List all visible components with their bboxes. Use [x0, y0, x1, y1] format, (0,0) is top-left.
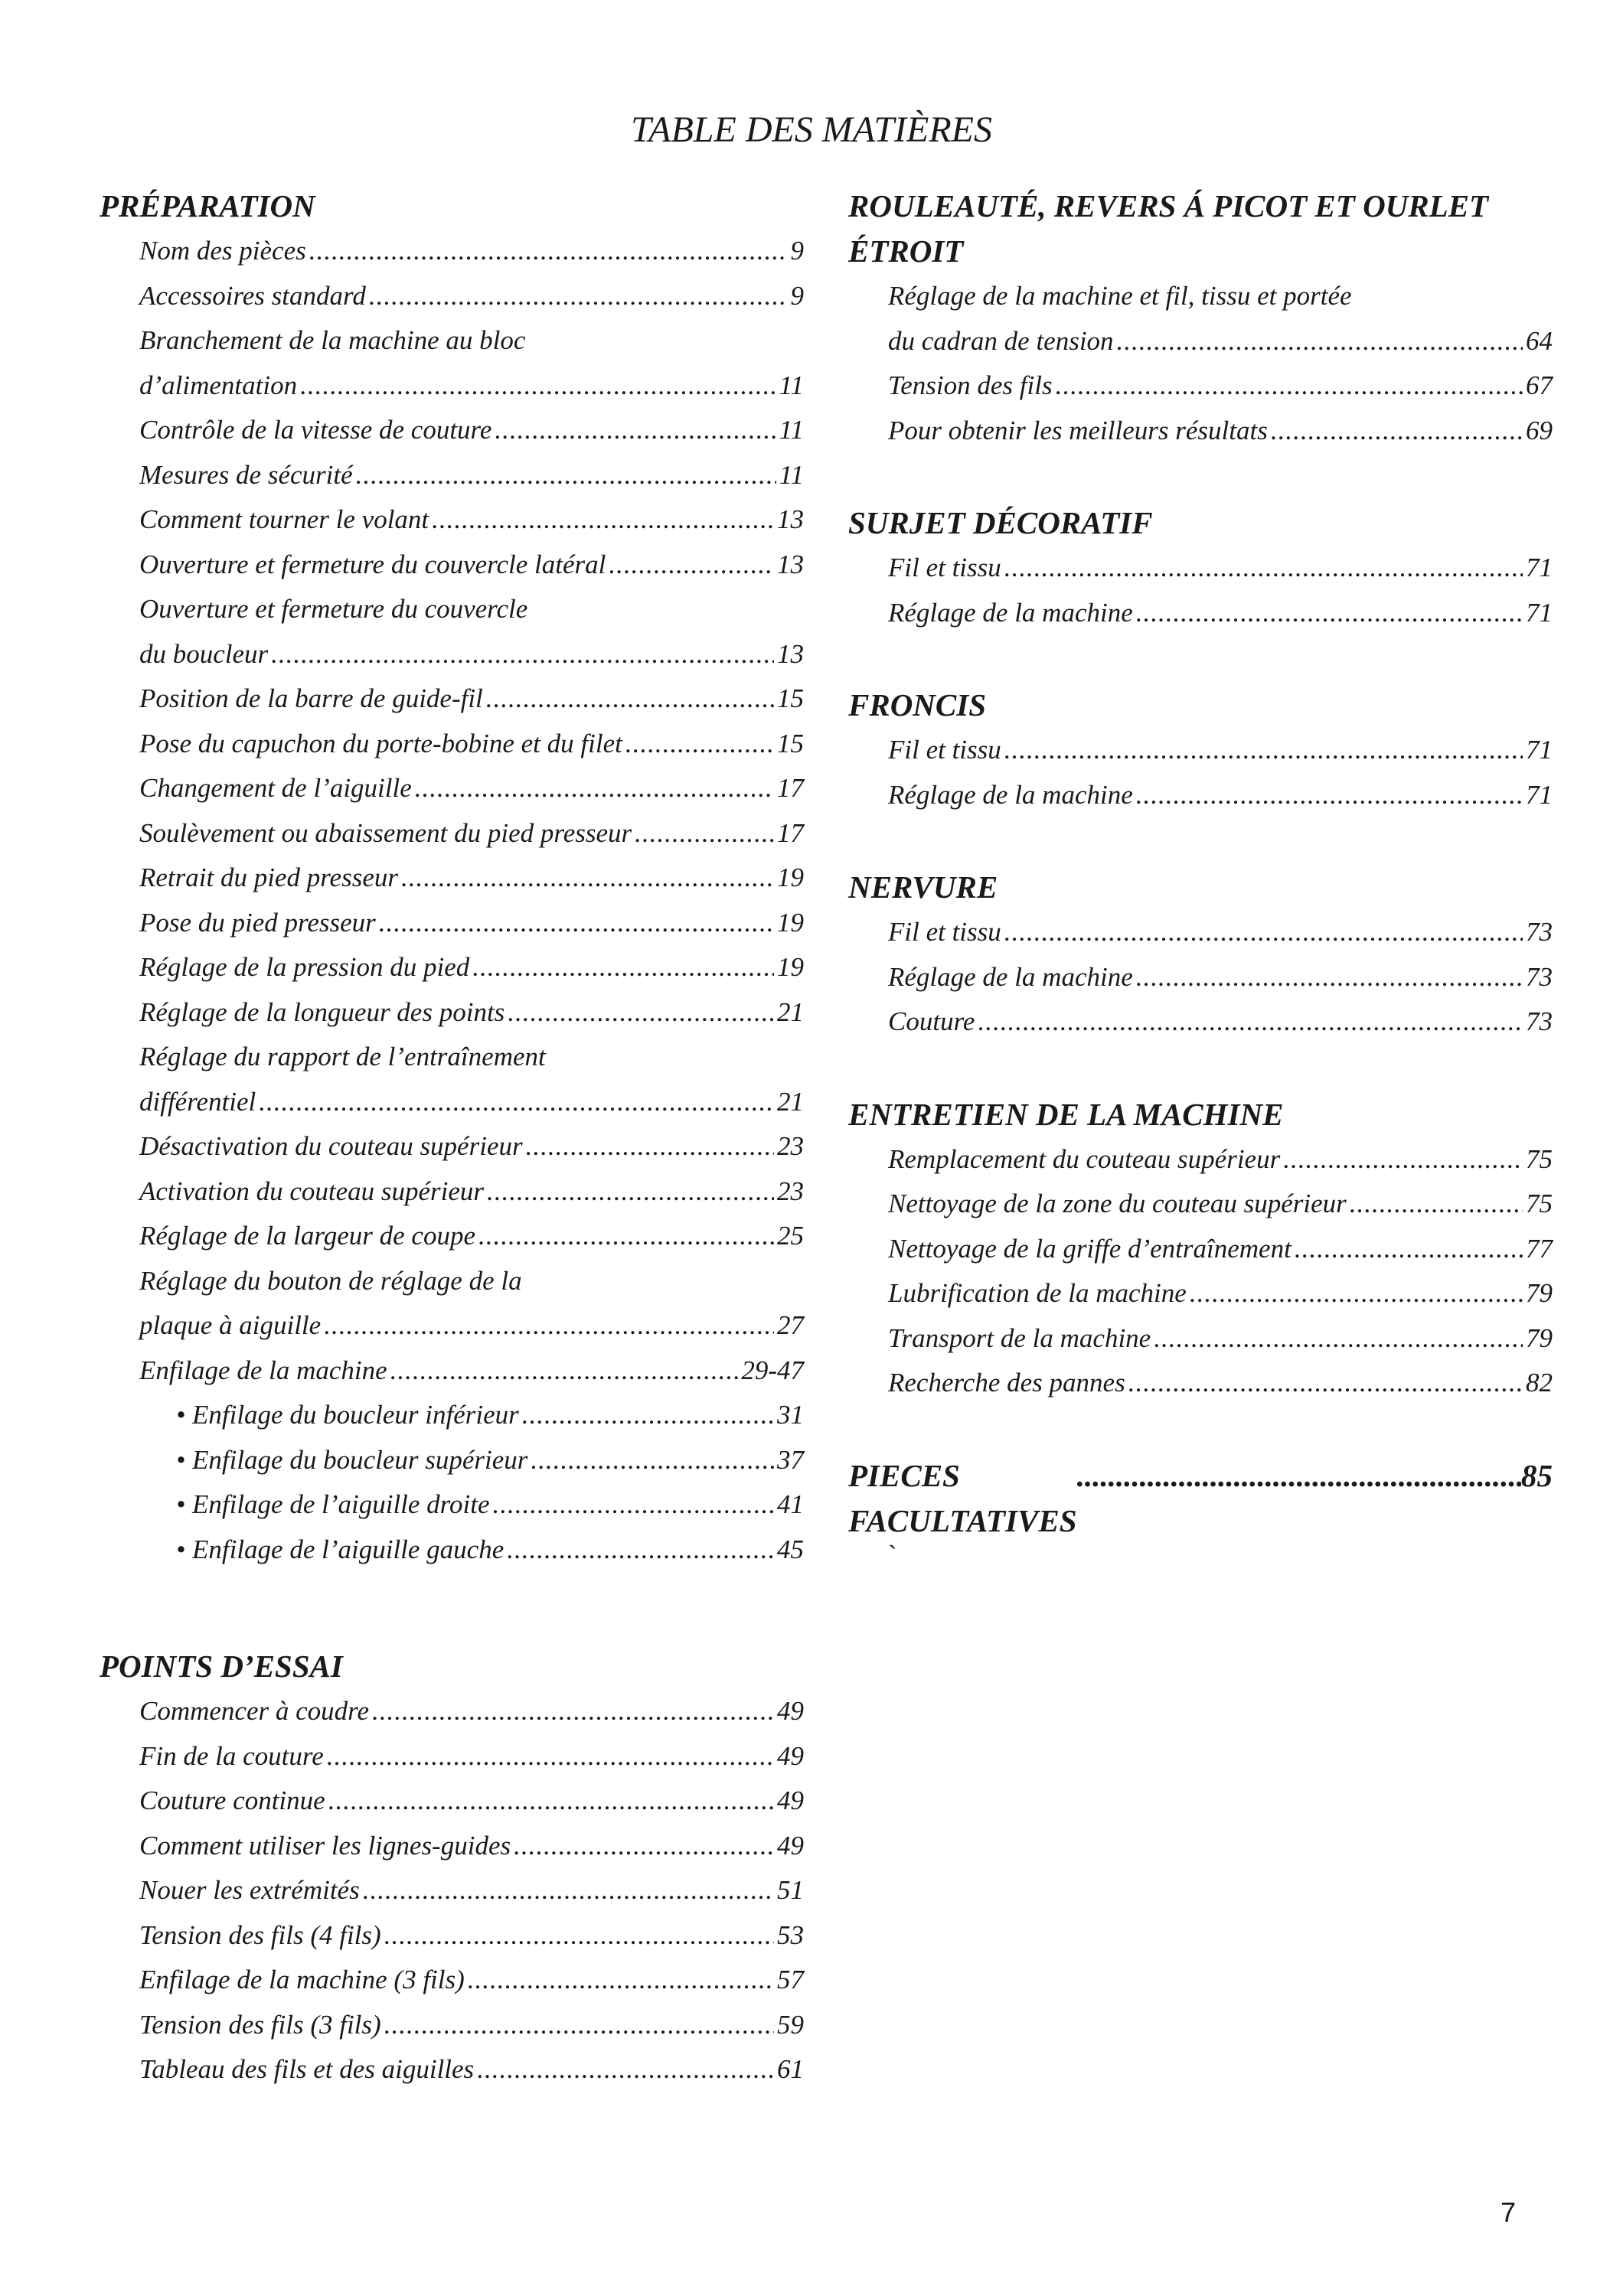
toc-entry[interactable] — [139, 856, 804, 901]
entry-title: Réglage de la machine — [888, 779, 1133, 810]
toc-entry[interactable] — [888, 1227, 1553, 1272]
dot-leader — [1077, 1453, 1521, 1499]
section-points-essai — [100, 1644, 804, 2092]
dot-leader — [1136, 591, 1523, 636]
entry-page: 13 — [777, 549, 804, 579]
toc-right-column — [848, 184, 1553, 1570]
entry-page: 25 — [777, 1221, 804, 1251]
toc-entry[interactable] — [139, 1214, 804, 1259]
dot-leader — [1004, 728, 1523, 773]
entry-page: 82 — [1526, 1368, 1553, 1397]
entry-title: Couture — [888, 1006, 975, 1036]
entry-page: 61 — [777, 2054, 804, 2084]
dot-leader — [625, 722, 774, 767]
entry-page: 73 — [1526, 961, 1553, 992]
entry-page: 17 — [777, 773, 804, 803]
toc-entry[interactable] — [139, 543, 804, 588]
toc-entry[interactable] — [139, 1868, 804, 1913]
entry-title: Lubrification de la machine — [888, 1278, 1187, 1308]
dot-leader — [1136, 955, 1523, 1000]
entry-page: 67 — [1526, 370, 1553, 400]
entry-title: d’alimentation — [139, 370, 298, 400]
entry-title: • Enfilage du boucleur supérieur — [176, 1444, 528, 1475]
toc-entry[interactable] — [888, 773, 1553, 818]
entry-title: plaque à aiguille — [139, 1310, 322, 1340]
entry-title: Tension des fils (4 fils) — [139, 1919, 381, 1950]
dot-leader — [978, 1000, 1523, 1045]
toc-entry[interactable] — [139, 901, 804, 946]
toc-entry[interactable] — [139, 722, 804, 767]
dot-leader — [356, 453, 776, 498]
entry-page: 15 — [777, 728, 804, 758]
dot-leader — [328, 1779, 774, 1824]
entry-page: 13 — [777, 504, 804, 534]
entry-title: Nom des pièces — [139, 236, 306, 266]
section-gap — [100, 1572, 804, 1644]
section-gap — [848, 453, 1553, 501]
entry-page: 77 — [1526, 1233, 1553, 1264]
entry-title: Remplacement du couteau supérieur — [888, 1143, 1281, 1174]
entry-title: Comment tourner le volant — [139, 504, 429, 534]
dot-leader — [514, 1824, 774, 1869]
dot-leader — [508, 990, 774, 1035]
dot-leader — [1128, 1361, 1523, 1406]
toc-entry[interactable] — [139, 1779, 804, 1824]
entry-page: 71 — [1526, 735, 1553, 765]
entry-page: 21 — [777, 996, 804, 1027]
entry-title: Réglage de la machine — [888, 597, 1133, 628]
entry-title-line: Réglage de la machine et fil, tissu et portée — [888, 281, 1352, 311]
dot-leader — [468, 1958, 774, 2003]
entry-page: 51 — [777, 1875, 804, 1905]
dot-leader — [363, 1868, 774, 1913]
dot-leader — [478, 1214, 774, 1259]
entry-title: Recherche des pannes — [888, 1368, 1125, 1397]
section-heading: ROULEAUTÉ, REVERS Á PICOT ET OURLET — [848, 188, 1489, 223]
toc-entry[interactable] — [139, 453, 804, 498]
section-pieces-facultatives — [848, 1453, 1553, 1570]
entry-title: Accessoires standard — [139, 280, 366, 311]
dot-leader — [609, 543, 774, 588]
entry-title: • Enfilage du boucleur inférieur — [176, 1400, 519, 1430]
toc-entry[interactable] — [888, 1271, 1553, 1316]
toc-entry[interactable] — [139, 1824, 804, 1869]
entry-page: 85 — [1521, 1457, 1553, 1493]
dot-leader — [1136, 773, 1523, 818]
section-heading: PRÉPARATION — [100, 188, 315, 223]
entry-title: Fil et tissu — [888, 917, 1001, 947]
entry-page: 19 — [777, 907, 804, 938]
toc-subentry[interactable] — [176, 1438, 804, 1483]
toc-entry[interactable] — [139, 1913, 804, 1958]
dot-leader — [432, 497, 774, 543]
section-preparation — [100, 184, 804, 1572]
section-heading: POINTS D’ESSAI — [100, 1649, 343, 1684]
section-heading: NERVURE — [848, 869, 998, 905]
toc-entry[interactable] — [888, 1000, 1553, 1045]
toc-entry[interactable] — [139, 229, 804, 274]
toc-left-column — [100, 184, 804, 2092]
dot-leader — [372, 1689, 774, 1734]
toc-subentry[interactable] — [176, 1528, 804, 1573]
entry-page: 49 — [777, 1696, 804, 1726]
toc-entry[interactable] — [888, 955, 1553, 1000]
toc-entry[interactable] — [888, 1137, 1553, 1182]
entry-page: 11 — [779, 370, 804, 400]
entry-title: du cadran de tension — [888, 325, 1114, 356]
entry-title: Couture continue — [139, 1786, 325, 1815]
toc-entry[interactable] — [139, 497, 804, 543]
entry-title: Pour obtenir les meilleurs résultats — [888, 415, 1268, 445]
entry-title: • Enfilage de l’aiguille gauche — [176, 1534, 505, 1564]
entry-title: Ouverture et fermeture du couvercle latéral — [139, 549, 606, 579]
toc-entry[interactable] — [139, 2047, 804, 2092]
entry-title: Enfilage de la machine — [139, 1355, 387, 1385]
toc-entry[interactable] — [139, 990, 804, 1035]
entry-title: Réglage de la longueur des points — [139, 996, 505, 1027]
dot-leader — [369, 274, 788, 319]
entry-page: 71 — [1526, 779, 1553, 810]
toc-entry[interactable] — [888, 1361, 1553, 1406]
entry-page: 41 — [777, 1489, 804, 1519]
entry-title-line: Ouverture et fermeture du couvercle — [139, 594, 528, 624]
entry-title: Soulèvement ou abaissement du pied presseur — [139, 817, 632, 848]
dot-leader — [401, 856, 774, 901]
entry-page: 19 — [777, 863, 804, 892]
entry-title: Pose du pied presseur — [139, 907, 376, 938]
entry-title: Nettoyage de la zone du couteau supérieur — [888, 1189, 1347, 1218]
dot-leader — [309, 229, 788, 274]
entry-page: 71 — [1526, 553, 1553, 582]
dot-leader — [493, 1482, 775, 1528]
entry-page: 71 — [1526, 597, 1553, 628]
dot-leader — [531, 1438, 774, 1483]
entry-title: Réglage de la largeur de coupe — [139, 1221, 475, 1251]
entry-page: 21 — [777, 1086, 804, 1117]
entry-page: 23 — [777, 1131, 804, 1161]
entry-page: 45 — [777, 1534, 804, 1564]
dot-leader — [415, 766, 774, 811]
entry-page: 11 — [779, 415, 804, 445]
dot-leader — [522, 1393, 774, 1438]
section-nervure — [848, 865, 1553, 1045]
toc-entry-bold[interactable] — [848, 1453, 1553, 1544]
toc-entry[interactable] — [139, 1349, 804, 1394]
toc-subentry[interactable] — [176, 1482, 804, 1528]
section-gap — [848, 817, 1553, 865]
toc-entry[interactable] — [888, 728, 1553, 773]
entry-title: Tension des fils (3 fils) — [139, 2009, 381, 2040]
entry-page: 53 — [777, 1919, 804, 1950]
entry-title-line: Réglage du rapport de l’entraînement — [139, 1042, 546, 1071]
stray-mark: ` — [888, 1539, 897, 1570]
entry-title: Réglage de la pression du pied — [139, 952, 470, 982]
toc-entry[interactable] — [888, 364, 1553, 409]
dot-leader — [1117, 319, 1523, 364]
section-heading: ENTRETIEN DE LA MACHINE — [848, 1096, 1284, 1132]
entry-page: 31 — [777, 1400, 804, 1430]
toc-entry[interactable] — [139, 1080, 804, 1125]
entry-page: 13 — [777, 638, 804, 669]
entry-page: 75 — [1526, 1143, 1553, 1174]
dot-leader — [477, 2047, 774, 2092]
entry-title: Contrôle de la vitesse de couture — [139, 415, 492, 445]
toc-entry[interactable] — [139, 1169, 804, 1215]
entry-page: 57 — [777, 1965, 804, 1994]
dot-leader — [1004, 546, 1523, 591]
entry-title: Changement de l’aiguille — [139, 773, 412, 803]
entry-page: 27 — [777, 1310, 804, 1340]
toc-entry[interactable] — [139, 945, 804, 990]
entry-title: Retrait du pied presseur — [139, 863, 398, 892]
dot-leader — [379, 901, 774, 946]
entry-title: Tableau des fils et des aiguilles — [139, 2054, 475, 2084]
dot-leader — [487, 1169, 774, 1215]
entry-page: 73 — [1526, 917, 1553, 947]
entry-title: Nouer les extrémités — [139, 1875, 360, 1905]
entry-page: 49 — [777, 1830, 804, 1861]
dot-leader — [271, 632, 774, 677]
dot-leader — [507, 1528, 774, 1573]
page-number: 7 — [1501, 2197, 1517, 2228]
entry-page: 15 — [777, 683, 804, 713]
toc-entry[interactable] — [139, 632, 804, 677]
entry-title: PIECES FACULTATIVES — [848, 1457, 1077, 1538]
dot-leader — [1350, 1182, 1523, 1227]
toc-entry[interactable] — [139, 1734, 804, 1779]
toc-entry[interactable] — [888, 409, 1553, 454]
section-rouleaute — [848, 184, 1553, 453]
entry-page: 69 — [1526, 415, 1553, 445]
dot-leader — [259, 1080, 774, 1125]
entry-title: Activation du couteau supérieur — [139, 1176, 485, 1206]
entry-title: Nettoyage de la griffe d’entraînement — [888, 1233, 1292, 1264]
dot-leader — [486, 677, 774, 722]
entry-page: 59 — [777, 2009, 804, 2040]
section-surjet-decoratif — [848, 501, 1553, 635]
entry-title: Transport de la machine — [888, 1322, 1151, 1353]
toc-entry[interactable] — [139, 1689, 804, 1734]
toc-entry[interactable] — [888, 1182, 1553, 1227]
entry-title: Mesures de sécurité — [139, 459, 353, 490]
entry-page: 19 — [777, 952, 804, 982]
toc-entry[interactable] — [139, 811, 804, 856]
entry-page: 79 — [1526, 1322, 1553, 1353]
entry-page: 49 — [777, 1740, 804, 1771]
entry-page: 9 — [790, 280, 804, 311]
dot-leader — [526, 1124, 774, 1169]
entry-page: 73 — [1526, 1006, 1553, 1036]
dot-leader — [327, 1734, 774, 1779]
entry-page: 17 — [777, 817, 804, 848]
dot-leader — [635, 811, 774, 856]
toc-subentry[interactable] — [176, 1393, 804, 1438]
dot-leader — [324, 1303, 774, 1349]
dot-leader — [1271, 409, 1523, 454]
entry-title: Tension des fils — [888, 370, 1053, 400]
entry-page: 75 — [1526, 1189, 1553, 1218]
entry-page: 79 — [1526, 1278, 1553, 1308]
toc-entry[interactable] — [888, 1316, 1553, 1362]
dot-leader — [1154, 1316, 1523, 1362]
toc-entry[interactable] — [139, 1124, 804, 1169]
section-heading: SURJET DÉCORATIF — [848, 505, 1153, 540]
entry-title: Commencer à coudre — [139, 1696, 370, 1726]
toc-entry[interactable] — [888, 910, 1553, 955]
entry-title: différentiel — [139, 1086, 256, 1117]
entry-page: 49 — [777, 1786, 804, 1815]
toc-entry[interactable] — [139, 766, 804, 811]
section-froncis — [848, 683, 1553, 817]
dot-leader — [1283, 1137, 1523, 1182]
entry-title: Comment utiliser les lignes-guides — [139, 1830, 511, 1861]
dot-leader — [1190, 1271, 1523, 1316]
entry-page: 29-47 — [741, 1355, 804, 1385]
section-gap — [848, 635, 1553, 683]
toc-entry[interactable] — [139, 1303, 804, 1349]
entry-title-line: Réglage du bouton de réglage de la — [139, 1265, 522, 1296]
entry-title: Désactivation du couteau supérieur — [139, 1131, 523, 1161]
page-title: TABLE DES MATIÈRES — [631, 109, 992, 150]
toc-entry[interactable] — [888, 591, 1553, 636]
entry-title: Enfilage de la machine (3 fils) — [139, 1965, 465, 1994]
entry-title-line: Branchement de la machine au bloc — [139, 325, 526, 355]
section-heading-continued: ÉTROIT — [848, 233, 964, 269]
toc-entry[interactable] — [139, 274, 804, 319]
dot-leader — [1056, 364, 1523, 409]
entry-page: 9 — [790, 236, 804, 266]
entry-title: Pose du capuchon du porte-bobine et du filet — [139, 728, 622, 758]
toc-entry[interactable] — [888, 319, 1553, 364]
entry-title: du boucleur — [139, 638, 269, 669]
entry-title: Réglage de la machine — [888, 961, 1133, 992]
entry-title: • Enfilage de l’aiguille droite — [176, 1489, 490, 1519]
dot-leader — [495, 408, 776, 453]
entry-title: Fil et tissu — [888, 553, 1001, 582]
entry-title: Fil et tissu — [888, 735, 1001, 765]
entry-page: 11 — [779, 459, 804, 490]
dot-leader — [390, 1349, 739, 1394]
dot-leader — [384, 1913, 774, 1958]
entry-title: Position de la barre de guide-fil — [139, 683, 483, 713]
entry-page: 37 — [777, 1444, 804, 1475]
dot-leader — [1295, 1227, 1523, 1272]
toc-entry[interactable] — [139, 2003, 804, 2048]
toc-entry[interactable] — [139, 364, 804, 409]
dot-leader — [472, 945, 774, 990]
toc-entry[interactable] — [139, 677, 804, 722]
dot-leader — [1004, 910, 1523, 955]
dot-leader — [384, 2003, 774, 2048]
section-gap — [848, 1045, 1553, 1092]
section-heading: FRONCIS — [848, 687, 987, 722]
entry-page: 23 — [777, 1176, 804, 1206]
entry-title: Fin de la couture — [139, 1740, 324, 1771]
toc-entry[interactable] — [139, 408, 804, 453]
section-gap — [848, 1406, 1553, 1453]
toc-entry[interactable] — [888, 546, 1553, 591]
toc-entry[interactable] — [139, 1958, 804, 2003]
section-entretien — [848, 1092, 1553, 1406]
entry-page: 64 — [1526, 325, 1553, 356]
dot-leader — [300, 364, 776, 409]
